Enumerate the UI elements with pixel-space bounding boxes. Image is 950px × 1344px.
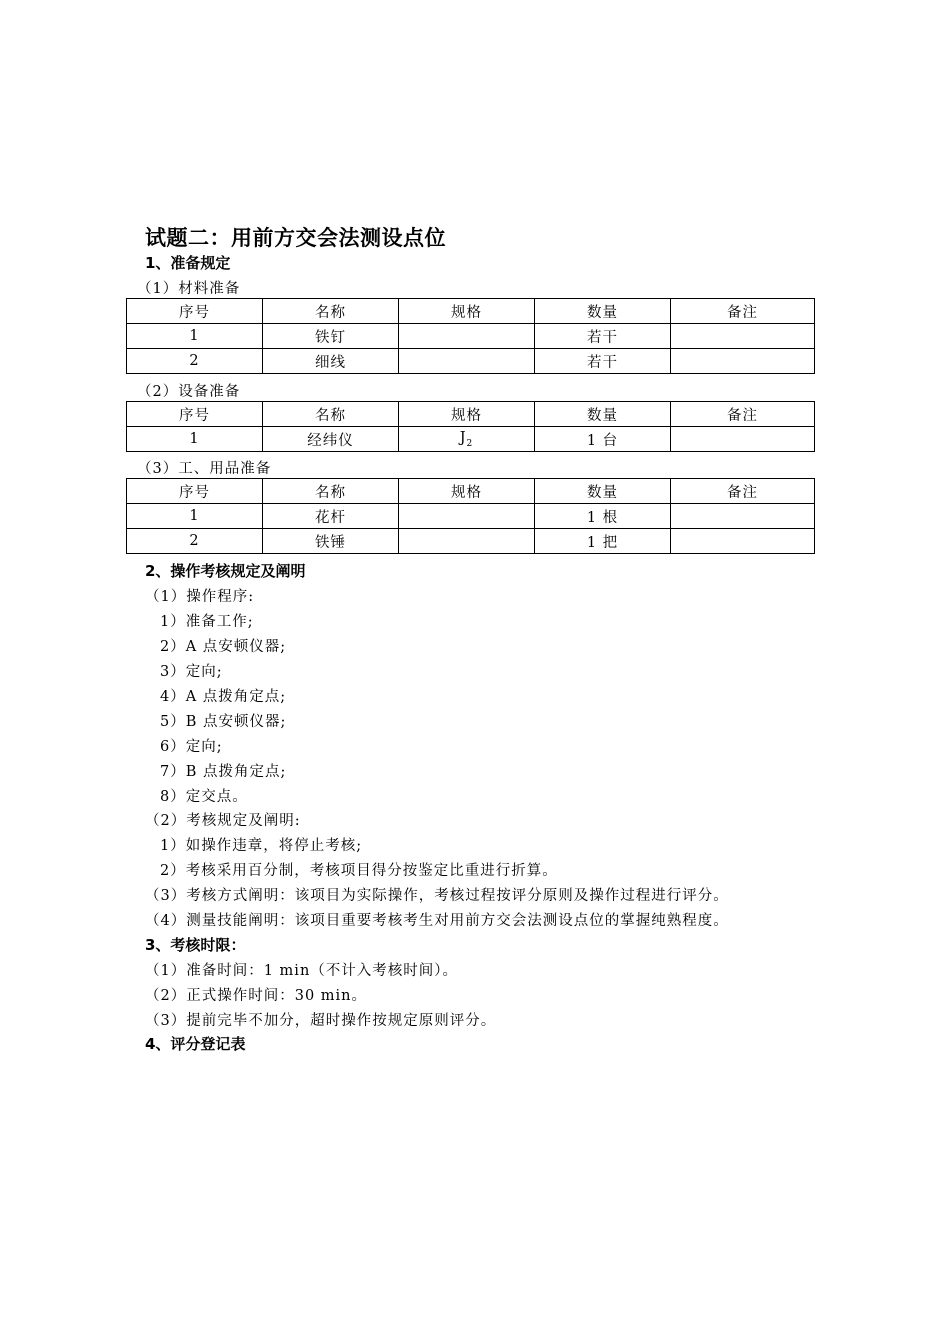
table-cell: 铁锤: [263, 529, 399, 554]
header-cell: 数量: [535, 299, 671, 324]
table-cell: 1 台: [535, 427, 671, 452]
procedure-step: 6）定向;: [160, 739, 223, 755]
table-row: [127, 324, 815, 349]
table-row: [127, 529, 815, 554]
procedure-step: 5）B 点安顿仪器;: [160, 714, 287, 730]
skill-description: （4）测量技能阐明：该项目重要考核考生对用前方交会法测设点位的掌握纯熟程度。: [145, 913, 729, 929]
table-header-row: [127, 402, 815, 427]
header-cell: 名称: [263, 479, 399, 504]
table-cell: 铁钉: [263, 324, 399, 349]
table-cell: 细线: [263, 349, 399, 374]
table-cell: [671, 349, 815, 374]
table-cell: [399, 504, 535, 529]
table-cell: [671, 504, 815, 529]
equipment-caption: （2）设备准备: [137, 384, 241, 400]
table-cell: [399, 324, 535, 349]
materials-caption: （1）材料准备: [137, 281, 241, 297]
equipment-table: [126, 401, 815, 452]
table-cell: [399, 529, 535, 554]
page-title: 试题二：用前方交会法测设点位: [145, 226, 446, 250]
table-cell: 若干: [535, 324, 671, 349]
spec-text: J: [459, 429, 467, 446]
header-cell: 规格: [399, 479, 535, 504]
table-cell: 1: [127, 324, 263, 349]
header-cell: 数量: [535, 479, 671, 504]
tools-table: [126, 478, 815, 554]
procedure-step: 3）定向;: [160, 664, 223, 680]
table-cell: 2: [127, 529, 263, 554]
table-cell: [671, 324, 815, 349]
rule-item: 1）如操作违章，将停止考核;: [160, 838, 363, 854]
header-cell: 名称: [263, 299, 399, 324]
materials-table: [126, 298, 815, 374]
table-row: [127, 349, 815, 374]
table-cell: 1: [127, 427, 263, 452]
table-cell: 1 把: [535, 529, 671, 554]
header-cell: 备注: [671, 299, 815, 324]
table-cell: [399, 427, 535, 452]
table-cell: 2: [127, 349, 263, 374]
header-cell: 备注: [671, 479, 815, 504]
procedure-step: 2）A 点安顿仪器;: [160, 639, 287, 655]
procedure-step: 1）准备工作;: [160, 614, 254, 630]
table-row: [127, 427, 815, 452]
table-cell: 花杆: [263, 504, 399, 529]
section-heading-operation: 2、操作考核规定及阐明: [145, 562, 306, 580]
procedure-step: 4）A 点拨角定点;: [160, 689, 287, 705]
assessment-method: （3）考核方式阐明：该项目为实际操作，考核过程按评分原则及操作过程进行评分。: [145, 888, 729, 904]
time-limit-item: （2）正式操作时间：30 min。: [145, 988, 368, 1004]
rule-item: 2）考核采用百分制，考核项目得分按鉴定比重进行折算。: [160, 863, 558, 879]
table-cell: [399, 349, 535, 374]
spec-subscript: 2: [466, 438, 474, 449]
table-row: [127, 504, 815, 529]
header-cell: 备注: [671, 402, 815, 427]
table-cell: [671, 529, 815, 554]
procedure-step: 8）定交点。: [160, 789, 248, 805]
table-cell: 若干: [535, 349, 671, 374]
table-header-row: [127, 299, 815, 324]
rules-caption: （2）考核规定及阐明:: [145, 813, 301, 829]
tools-caption: （3）工、用品准备: [137, 461, 272, 477]
header-cell: 序号: [127, 479, 263, 504]
section-heading-time-limit: 3、考核时限：: [145, 936, 246, 954]
header-cell: 规格: [399, 402, 535, 427]
procedure-caption: （1）操作程序:: [145, 589, 255, 605]
header-cell: 名称: [263, 402, 399, 427]
table-cell: 经纬仪: [263, 427, 399, 452]
time-limit-item: （1）准备时间：1 min（不计入考核时间）。: [145, 963, 459, 979]
table-cell: 1 根: [535, 504, 671, 529]
section-heading-preparation: 1、准备规定: [145, 254, 231, 272]
time-limit-item: （3）提前完毕不加分，超时操作按规定原则评分。: [145, 1013, 497, 1029]
table-header-row: [127, 479, 815, 504]
section-heading-score-sheet: 4、评分登记表: [145, 1035, 246, 1053]
header-cell: 数量: [535, 402, 671, 427]
table-cell: [671, 427, 815, 452]
procedure-step: 7）B 点拨角定点;: [160, 764, 287, 780]
header-cell: 序号: [127, 402, 263, 427]
table-cell: 1: [127, 504, 263, 529]
header-cell: 规格: [399, 299, 535, 324]
header-cell: 序号: [127, 299, 263, 324]
